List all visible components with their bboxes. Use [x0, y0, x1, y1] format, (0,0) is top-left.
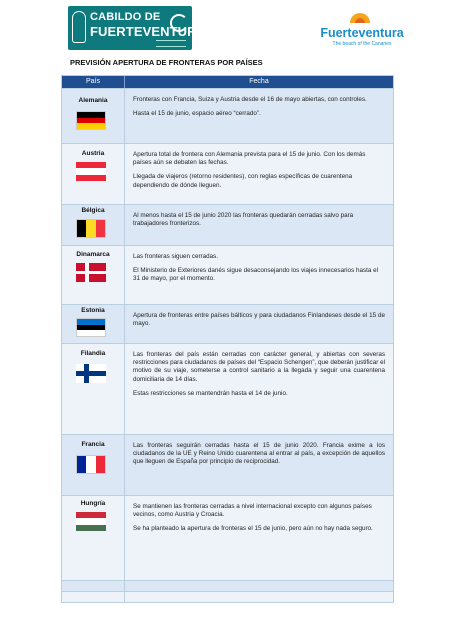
cabildo-logo	[68, 6, 207, 50]
cabildo-logo-line2: FUERTEVENTURA	[90, 24, 207, 39]
row-text: Hasta el 15 de junio, espacio aéreo “cerrado”.	[133, 110, 261, 118]
country-name: Estonia	[81, 307, 105, 314]
cabildo-logo-line1: CABILDO DE	[90, 11, 161, 23]
table-row	[62, 434, 393, 495]
row-text: Estas restricciones se mantendrán hasta el 14 de junio.	[133, 389, 288, 397]
row-text: Al menos hasta el 15 de junio 2020 las fronteras quedarán cerradas salvo para trabajadores fronterizos.	[133, 212, 354, 228]
country-name: Austria	[81, 150, 105, 157]
estonia-flag-icon	[76, 318, 106, 337]
country-cell	[62, 246, 125, 304]
column-header-country: País	[62, 76, 125, 88]
country-cell	[62, 89, 125, 143]
row-text: Las fronteras del país están cerradas con carácter general, y abiertas con severas restricciones para ciudadanos de países del “Espacio Schengen”, que deberán justificar el motivo de su viaje, someterse a control sanitario a la llegada y seguir una cuarentena domiciliaria de 14 días.	[133, 351, 385, 383]
country-cell	[62, 305, 125, 343]
row-text: Se mantienen las fronteras cerradas a nivel internacional excepto con algunos países vecinos, como Austria y Croacia.	[133, 503, 372, 519]
cabildo-crest-icon	[72, 11, 86, 43]
date-cell	[125, 435, 393, 495]
table-row-empty	[62, 591, 393, 602]
country-cell	[62, 144, 125, 204]
denmark-flag-icon	[76, 263, 106, 282]
table-row	[62, 495, 393, 580]
logo-fineprint-mark	[156, 40, 186, 47]
hungary-flag-icon	[76, 512, 106, 531]
country-cell-empty	[62, 592, 125, 602]
fuerteventura-logo-name: Fuerteventura	[320, 26, 404, 40]
country-cell	[62, 496, 125, 580]
row-text: El Ministerio de Exteriores danés sigue desaconsejando los viajes innecesarios hasta el 31 de mayo, por el momento.	[133, 267, 379, 283]
austria-flag-icon	[76, 162, 106, 181]
country-cell	[62, 344, 125, 434]
table-row	[62, 204, 393, 245]
sun-icon	[347, 10, 373, 24]
row-text: Se ha planteado la apertura de fronteras el 15 de junio, pero aún no hay nada seguro.	[133, 525, 373, 533]
country-name: Dinamarca	[76, 251, 110, 258]
date-cell	[125, 246, 393, 304]
row-text: Las fronteras siguen cerradas.	[133, 253, 219, 260]
page-title: PREVISIÓN APERTURA DE FRONTERAS POR PAÍSES	[70, 58, 263, 67]
france-flag-icon	[76, 455, 106, 474]
date-cell-empty	[125, 592, 393, 602]
belgium-flag-icon	[76, 219, 106, 238]
country-cell	[62, 435, 125, 495]
country-cell	[62, 205, 125, 245]
table-row	[62, 245, 393, 304]
date-cell	[125, 344, 393, 434]
country-name: Bélgica	[81, 207, 105, 214]
date-cell	[125, 496, 393, 580]
date-cell	[125, 89, 393, 143]
country-name: Filandia	[80, 350, 106, 357]
table-row	[62, 304, 393, 343]
column-header-date: Fecha	[249, 78, 269, 85]
fuerteventura-logo	[307, 10, 417, 50]
country-name: Francia	[81, 441, 105, 448]
swirl-icon	[170, 14, 188, 32]
country-cell-empty	[62, 581, 125, 591]
table-row	[62, 143, 393, 204]
row-text: Apertura total de frontera con Alemania prevista para el 15 de junio. Con los demás países aún se debaten las fechas.	[133, 151, 366, 167]
country-name: Hungría	[80, 500, 106, 507]
row-text: Apertura de fronteras entre países bálticos y para ciudadanos Finlandeses desde el 15 de mayo.	[133, 312, 385, 328]
table-row	[62, 343, 393, 434]
fuerteventura-logo-tagline: The beach of the Canaries	[332, 41, 392, 47]
date-cell-empty	[125, 581, 393, 591]
date-cell	[125, 205, 393, 245]
date-cell	[125, 144, 393, 204]
germany-flag-icon	[76, 111, 106, 130]
row-text: Llegada de viajeros (retorno residentes), con reglas específicas de cuarentena dependiendo de dónde lleguen.	[133, 173, 353, 189]
table-header	[62, 76, 393, 88]
finland-flag-icon	[76, 364, 106, 383]
table-row-empty	[62, 580, 393, 591]
date-cell	[125, 305, 393, 343]
country-name: Alemania	[78, 97, 108, 104]
row-text: Las fronteras seguirán cerradas hasta el 15 de junio 2020. Francia exime a los ciudadanos de la UE y Reino Unido cuarentena al entrar al país, a excepción de aquellos que lleguen de España por principio de reciprocidad.	[133, 442, 385, 466]
borders-table	[61, 75, 394, 603]
row-text: Fronteras con Francia, Suiza y Austria desde el 16 de mayo abiertas, con controles.	[133, 96, 367, 103]
table-row	[62, 88, 393, 143]
